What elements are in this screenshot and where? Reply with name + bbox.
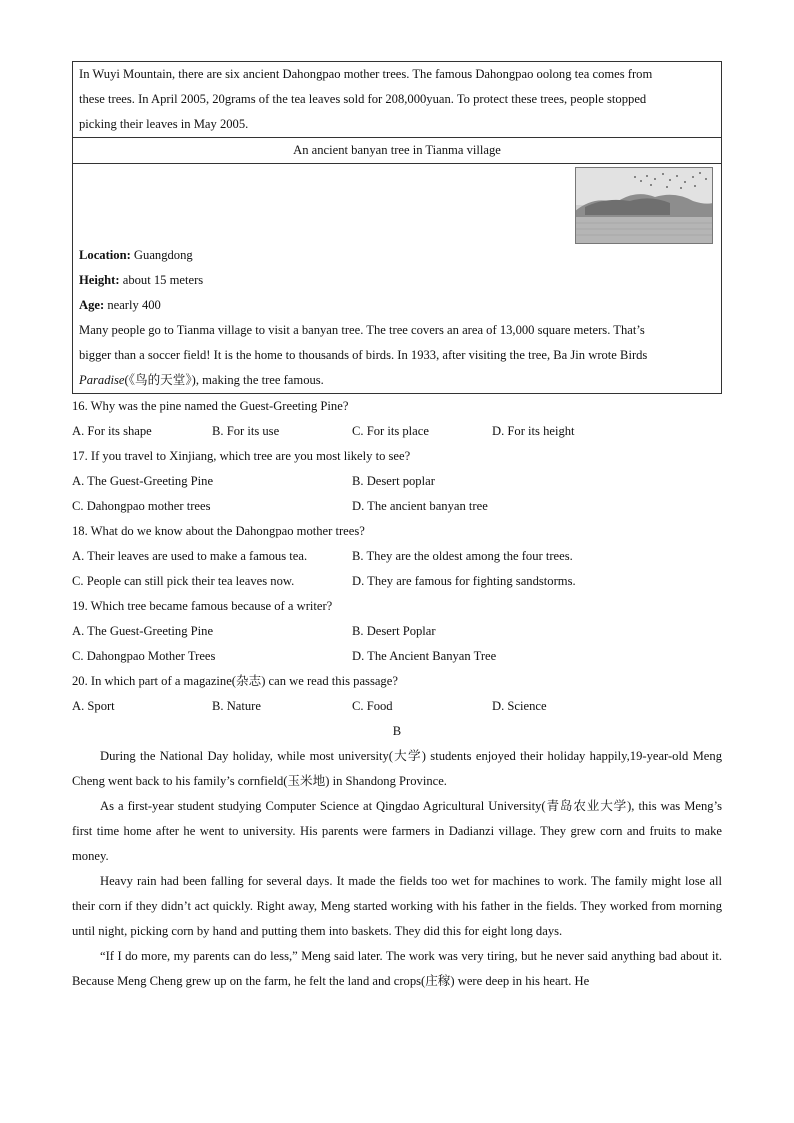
question-17 — [72, 444, 722, 519]
option-d[interactable]: D. The ancient banyan tree — [352, 499, 488, 513]
banyan-text-line — [79, 368, 715, 393]
option-d[interactable]: D. For its height — [492, 424, 575, 438]
age-value: nearly 400 — [104, 298, 161, 312]
passage-paragraph: “If I do more, my parents can do less,” Meng said later. The work was very tiring, but he never said anything bad about it. Because Meng Cheng grew up on the farm, he felt the land and crops(庄稼) were deep in his heart. He — [72, 949, 722, 988]
passage-paragraph: Heavy rain had been falling for several days. It made the fields too wet for machines to work. The family might lose all their corn if they didn’t act quickly. Right away, Meng started working with his father in the fields. They worked from morning until night, picking corn by hand and putting them into baskets. They did this for eight long days. — [72, 874, 722, 938]
wuyi-line: picking their leaves in May 2005. — [79, 117, 249, 131]
banyan-caption: An ancient banyan tree in Tianma village — [73, 138, 721, 164]
question-16 — [72, 394, 722, 444]
question-19 — [72, 594, 722, 669]
option-d[interactable]: D. The Ancient Banyan Tree — [352, 649, 497, 663]
option-a[interactable]: A. For its shape — [72, 424, 152, 438]
height-row — [79, 268, 715, 293]
age-row — [79, 293, 715, 318]
option-a[interactable]: A. Their leaves are used to make a famous tea. — [72, 549, 308, 563]
question-stem: 16. Why was the pine named the Guest-Greeting Pine? — [72, 399, 349, 413]
option-b[interactable]: B. Nature — [212, 699, 261, 713]
wuyi-line: these trees. In April 2005, 20grams of the tea leaves sold for 208,000yuan. To protect these trees, people stopped — [79, 92, 647, 106]
option-d[interactable]: D. Science — [492, 699, 547, 713]
trees-table — [72, 61, 722, 394]
options-row — [72, 544, 722, 569]
options-row — [72, 494, 722, 519]
location-row — [79, 243, 715, 268]
option-b[interactable]: B. They are the oldest among the four trees. — [352, 549, 573, 563]
option-c[interactable]: C. Food — [352, 699, 393, 713]
banyan-text-line: Many people go to Tianma village to visit a banyan tree. The tree covers an area of 13,000 square meters. That’s — [79, 323, 645, 337]
option-c[interactable]: C. People can still pick their tea leaves now. — [72, 574, 295, 588]
options-row — [72, 694, 722, 719]
options-row — [72, 469, 722, 494]
option-b[interactable]: B. Desert Poplar — [352, 624, 436, 638]
wuyi-line: In Wuyi Mountain, there are six ancient Dahongpao mother trees. The famous Dahongpao oolong tea comes from — [79, 67, 653, 81]
options-row — [72, 569, 722, 594]
height-value: about 15 meters — [119, 273, 204, 287]
option-c[interactable]: C. For its place — [352, 424, 429, 438]
wuyi-cell — [73, 62, 721, 138]
exam-page — [72, 61, 722, 994]
question-stem: 17. If you travel to Xinjiang, which tree are you most likely to see? — [72, 449, 411, 463]
passage-paragraph: As a first-year student studying Computer Science at Qingdao Agricultural University(青岛农业大学), this was Meng’s first time home after he went to university. His parents were farmers in Dadianzi village. They grew corn and fruits to make money. — [72, 799, 722, 863]
banyan-text-line: bigger than a soccer field! It is the home to thousands of birds. In 1933, after visiting the tree, Ba Jin wrote Birds — [79, 348, 648, 362]
option-b[interactable]: B. Desert poplar — [352, 474, 435, 488]
question-stem: 19. Which tree became famous because of a writer? — [72, 599, 333, 613]
option-a[interactable]: A. The Guest-Greeting Pine — [72, 474, 214, 488]
option-c[interactable]: C. Dahongpao Mother Trees — [72, 649, 216, 663]
location-label: Location: — [79, 248, 131, 262]
option-c[interactable]: C. Dahongpao mother trees — [72, 499, 211, 513]
banyan-photo — [575, 167, 713, 244]
question-stem: 18. What do we know about the Dahongpao mother trees? — [72, 524, 365, 538]
options-row — [72, 619, 722, 644]
age-label: Age: — [79, 298, 105, 312]
banyan-cell — [73, 164, 721, 393]
banyan-text-rest: (《鸟的天堂》), making the tree famous. — [124, 373, 324, 387]
options-row — [72, 419, 722, 444]
option-a[interactable]: A. The Guest-Greeting Pine — [72, 624, 214, 638]
option-d[interactable]: D. They are famous for fighting sandstorms. — [352, 574, 576, 588]
option-a[interactable]: A. Sport — [72, 699, 115, 713]
options-row — [72, 644, 722, 669]
option-b[interactable]: B. For its use — [212, 424, 280, 438]
question-stem: 20. In which part of a magazine(杂志) can we read this passage? — [72, 674, 398, 688]
question-20 — [72, 669, 722, 719]
section-heading: B — [392, 724, 402, 738]
book-title: Paradise — [79, 373, 125, 387]
passage-paragraph: During the National Day holiday, while most university(大学) students enjoyed their holiday happily,19-year-old Meng Cheng went back to his family’s cornfield(玉米地) in Shandong Province. — [72, 749, 722, 788]
location-value: Guangdong — [130, 248, 193, 262]
height-label: Height: — [79, 273, 120, 287]
question-18 — [72, 519, 722, 594]
